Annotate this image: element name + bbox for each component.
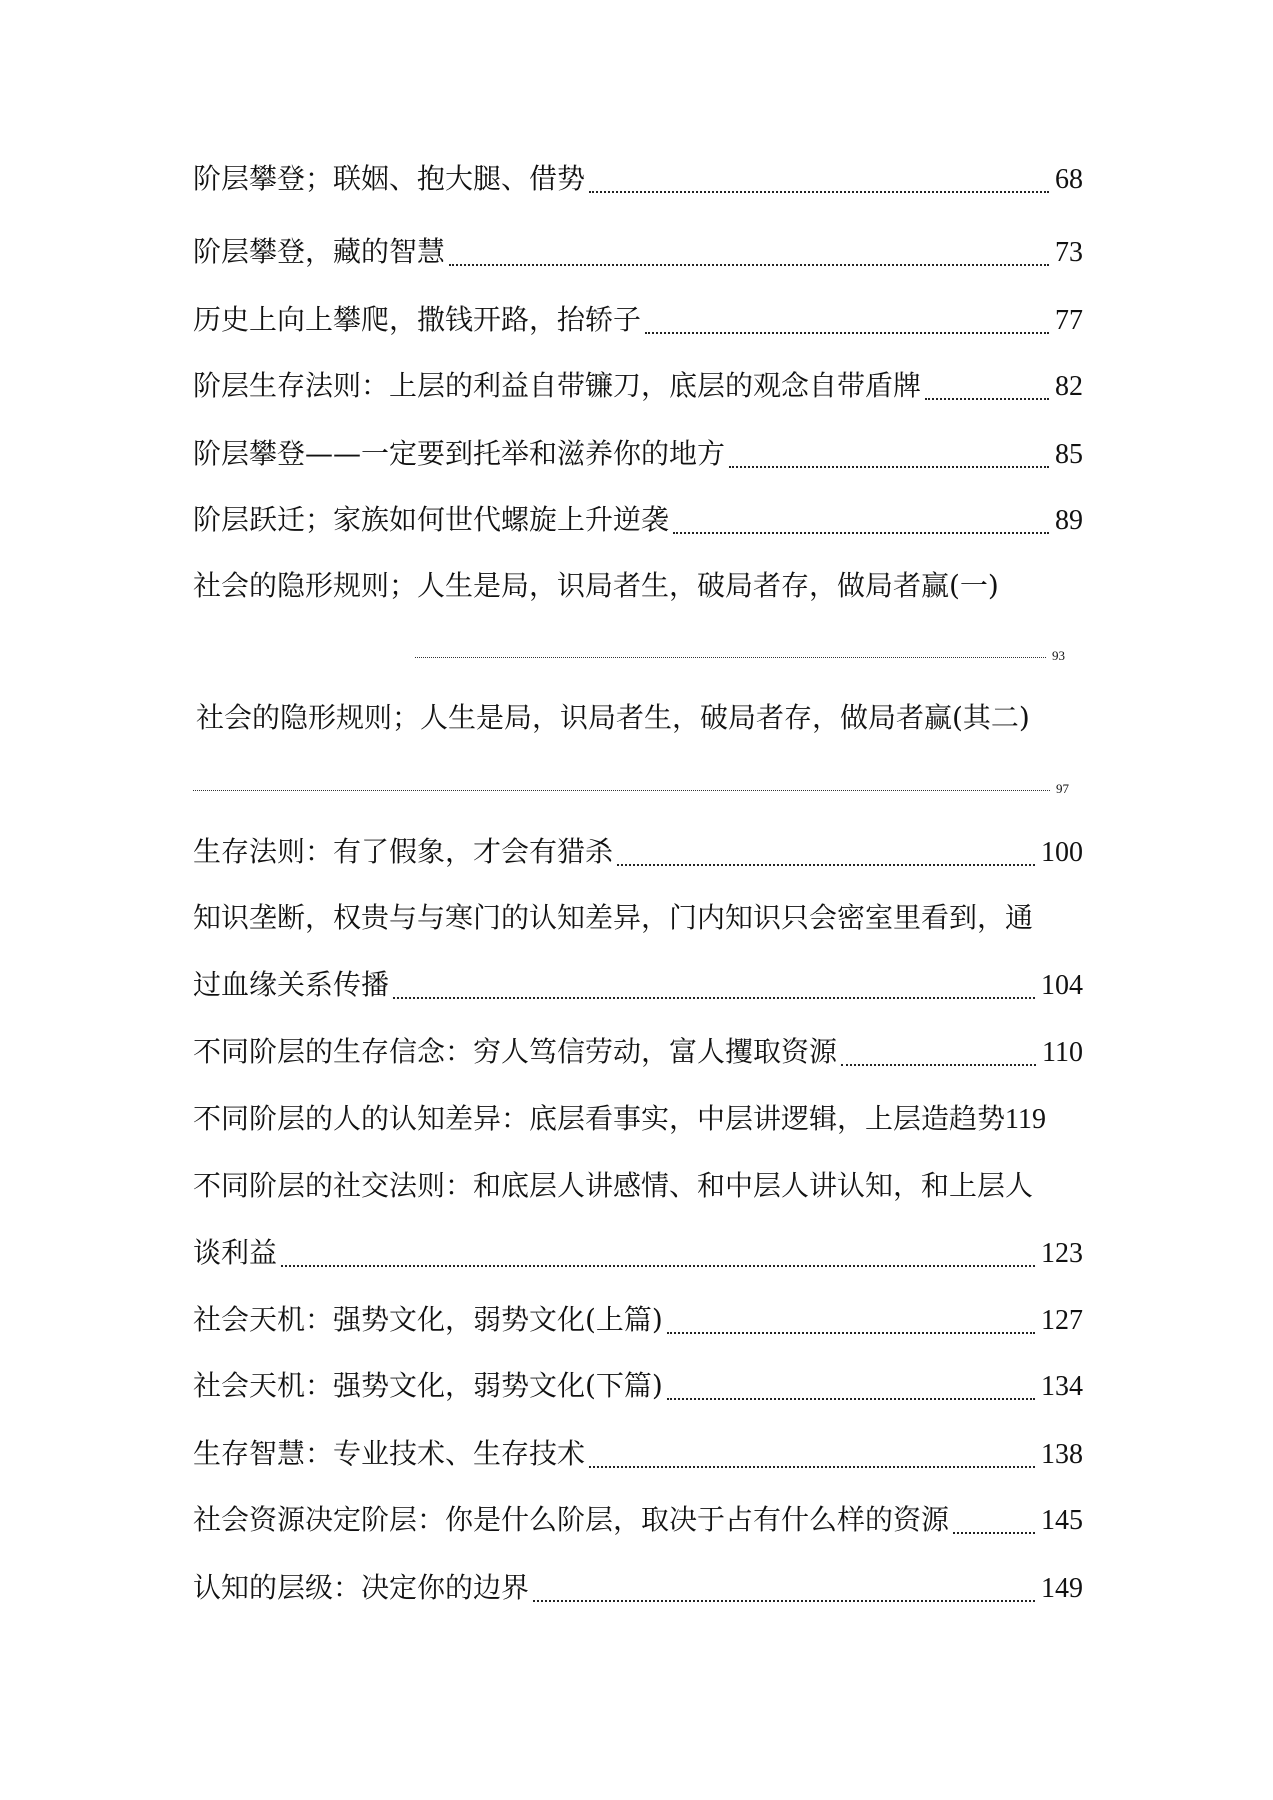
- dot-leader: [729, 466, 1049, 468]
- toc-entry-title: 社会天机：强势文化，弱势文化(下篇): [193, 1369, 663, 1402]
- toc-entry-page: 97: [1056, 781, 1069, 796]
- toc-entry-page: 85: [1055, 439, 1083, 470]
- toc-entry-title-continued: 谈利益: [193, 1236, 278, 1269]
- toc-entry-title-continued: 过血缘关系传播: [193, 968, 390, 1001]
- toc-entry-page: 104: [1041, 970, 1083, 1001]
- toc-entry-title: 历史上向上攀爬，撒钱开路，抬轿子: [193, 303, 642, 336]
- toc-entry-title: 阶层攀登，藏的智慧: [193, 235, 446, 268]
- dot-leader: [667, 1398, 1035, 1400]
- dot-leader: [415, 657, 1046, 658]
- toc-entry-title: 生存法则：有了假象，才会有猎杀: [193, 835, 614, 868]
- dot-leader: [925, 398, 1049, 400]
- toc-entry-title: 生存智慧：专业技术、生存技术: [193, 1437, 586, 1470]
- toc-entry-page: 149: [1041, 1573, 1083, 1604]
- toc-entry-page: 100: [1041, 837, 1083, 868]
- toc-entry[interactable]: [193, 230, 1083, 274]
- dot-leader: [533, 1600, 1035, 1602]
- toc-entry-title: 阶层攀登；联姻、抱大腿、借势: [193, 162, 586, 195]
- toc-entry-title: 阶层跃迁；家族如何世代螺旋上升逆袭: [193, 503, 670, 536]
- toc-entry-title: 阶层攀登——一定要到托举和滋养你的地方: [193, 437, 726, 470]
- dot-leader: [449, 264, 1049, 266]
- toc-entry[interactable]: [193, 1432, 1083, 1476]
- dot-leader: [645, 332, 1049, 334]
- dot-leader: [393, 997, 1035, 999]
- dot-leader: [667, 1332, 1035, 1334]
- toc-entry-leader-line: [415, 643, 1065, 663]
- toc-entry-title: 认知的层级：决定你的边界: [193, 1571, 530, 1604]
- toc-entry-title[interactable]: 不同阶层的社交法则：和底层人讲感情、和中层人讲认知，和上层人: [193, 1169, 1034, 1202]
- toc-entry-title: 社会资源决定阶层：你是什么阶层，取决于占有什么样的资源: [193, 1503, 950, 1536]
- dot-leader: [281, 1265, 1035, 1267]
- toc-entry-page: 145: [1041, 1505, 1083, 1536]
- toc-entry-title: 不同阶层的人的认知差异：底层看事实，中层讲逻辑，上层造趋势: [193, 1102, 1006, 1135]
- toc-entry-title: 阶层生存法则：上层的利益自带镰刀，底层的观念自带盾牌: [193, 369, 922, 402]
- toc-entry[interactable]: [193, 1097, 1103, 1141]
- toc-entry[interactable]: [193, 1298, 1083, 1342]
- toc-entry[interactable]: [193, 364, 1083, 408]
- toc-entry-page: 89: [1055, 505, 1083, 536]
- toc-entry-leader-line: [193, 776, 1069, 796]
- toc-entry[interactable]: [193, 1364, 1083, 1408]
- toc-entry-title[interactable]: 社会的隐形规则；人生是局，识局者生，破局者存，做局者赢(其二): [196, 701, 1030, 734]
- toc-entry[interactable]: [193, 1231, 1083, 1275]
- toc-entry[interactable]: [193, 498, 1083, 542]
- toc-entry[interactable]: [193, 432, 1083, 476]
- dot-leader: [617, 864, 1035, 866]
- toc-entry-title[interactable]: 社会的隐形规则；人生是局，识局者生，破局者存，做局者赢(一): [193, 569, 999, 602]
- dot-leader: [589, 1466, 1035, 1468]
- dot-leader: [589, 191, 1049, 193]
- toc-entry-page: 138: [1041, 1439, 1083, 1470]
- toc-entry-page: 82: [1055, 371, 1083, 402]
- dot-leader: [193, 790, 1050, 791]
- toc-entry[interactable]: [193, 1030, 1083, 1074]
- dot-leader: [953, 1532, 1035, 1534]
- toc-entry[interactable]: [193, 830, 1083, 874]
- toc-entry-page: 73: [1055, 237, 1083, 268]
- toc-entry-title: 社会天机：强势文化，弱势文化(上篇): [193, 1303, 663, 1336]
- toc-entry-page: 110: [1042, 1037, 1083, 1068]
- toc-entry[interactable]: [193, 1566, 1083, 1610]
- toc-entry[interactable]: [193, 298, 1083, 342]
- toc-entry-page: 127: [1041, 1305, 1083, 1336]
- toc-entry-page: 119: [1005, 1104, 1046, 1135]
- toc-entry[interactable]: [193, 157, 1083, 201]
- toc-entry-page: 134: [1041, 1371, 1083, 1402]
- toc-entry-page: 68: [1055, 164, 1083, 195]
- toc-entry-page: 123: [1041, 1238, 1083, 1269]
- dot-leader: [673, 532, 1049, 534]
- toc-entry-title: 不同阶层的生存信念：穷人笃信劳动，富人攫取资源: [193, 1035, 838, 1068]
- dot-leader: [841, 1064, 1036, 1066]
- toc-entry-title[interactable]: 知识垄断，权贵与与寒门的认知差异，门内知识只会密室里看到，通: [193, 901, 1034, 934]
- toc-entry-page: 77: [1055, 305, 1083, 336]
- toc-entry[interactable]: [193, 963, 1083, 1007]
- toc-entry-page: 93: [1052, 648, 1065, 663]
- toc-entry[interactable]: [193, 1498, 1083, 1542]
